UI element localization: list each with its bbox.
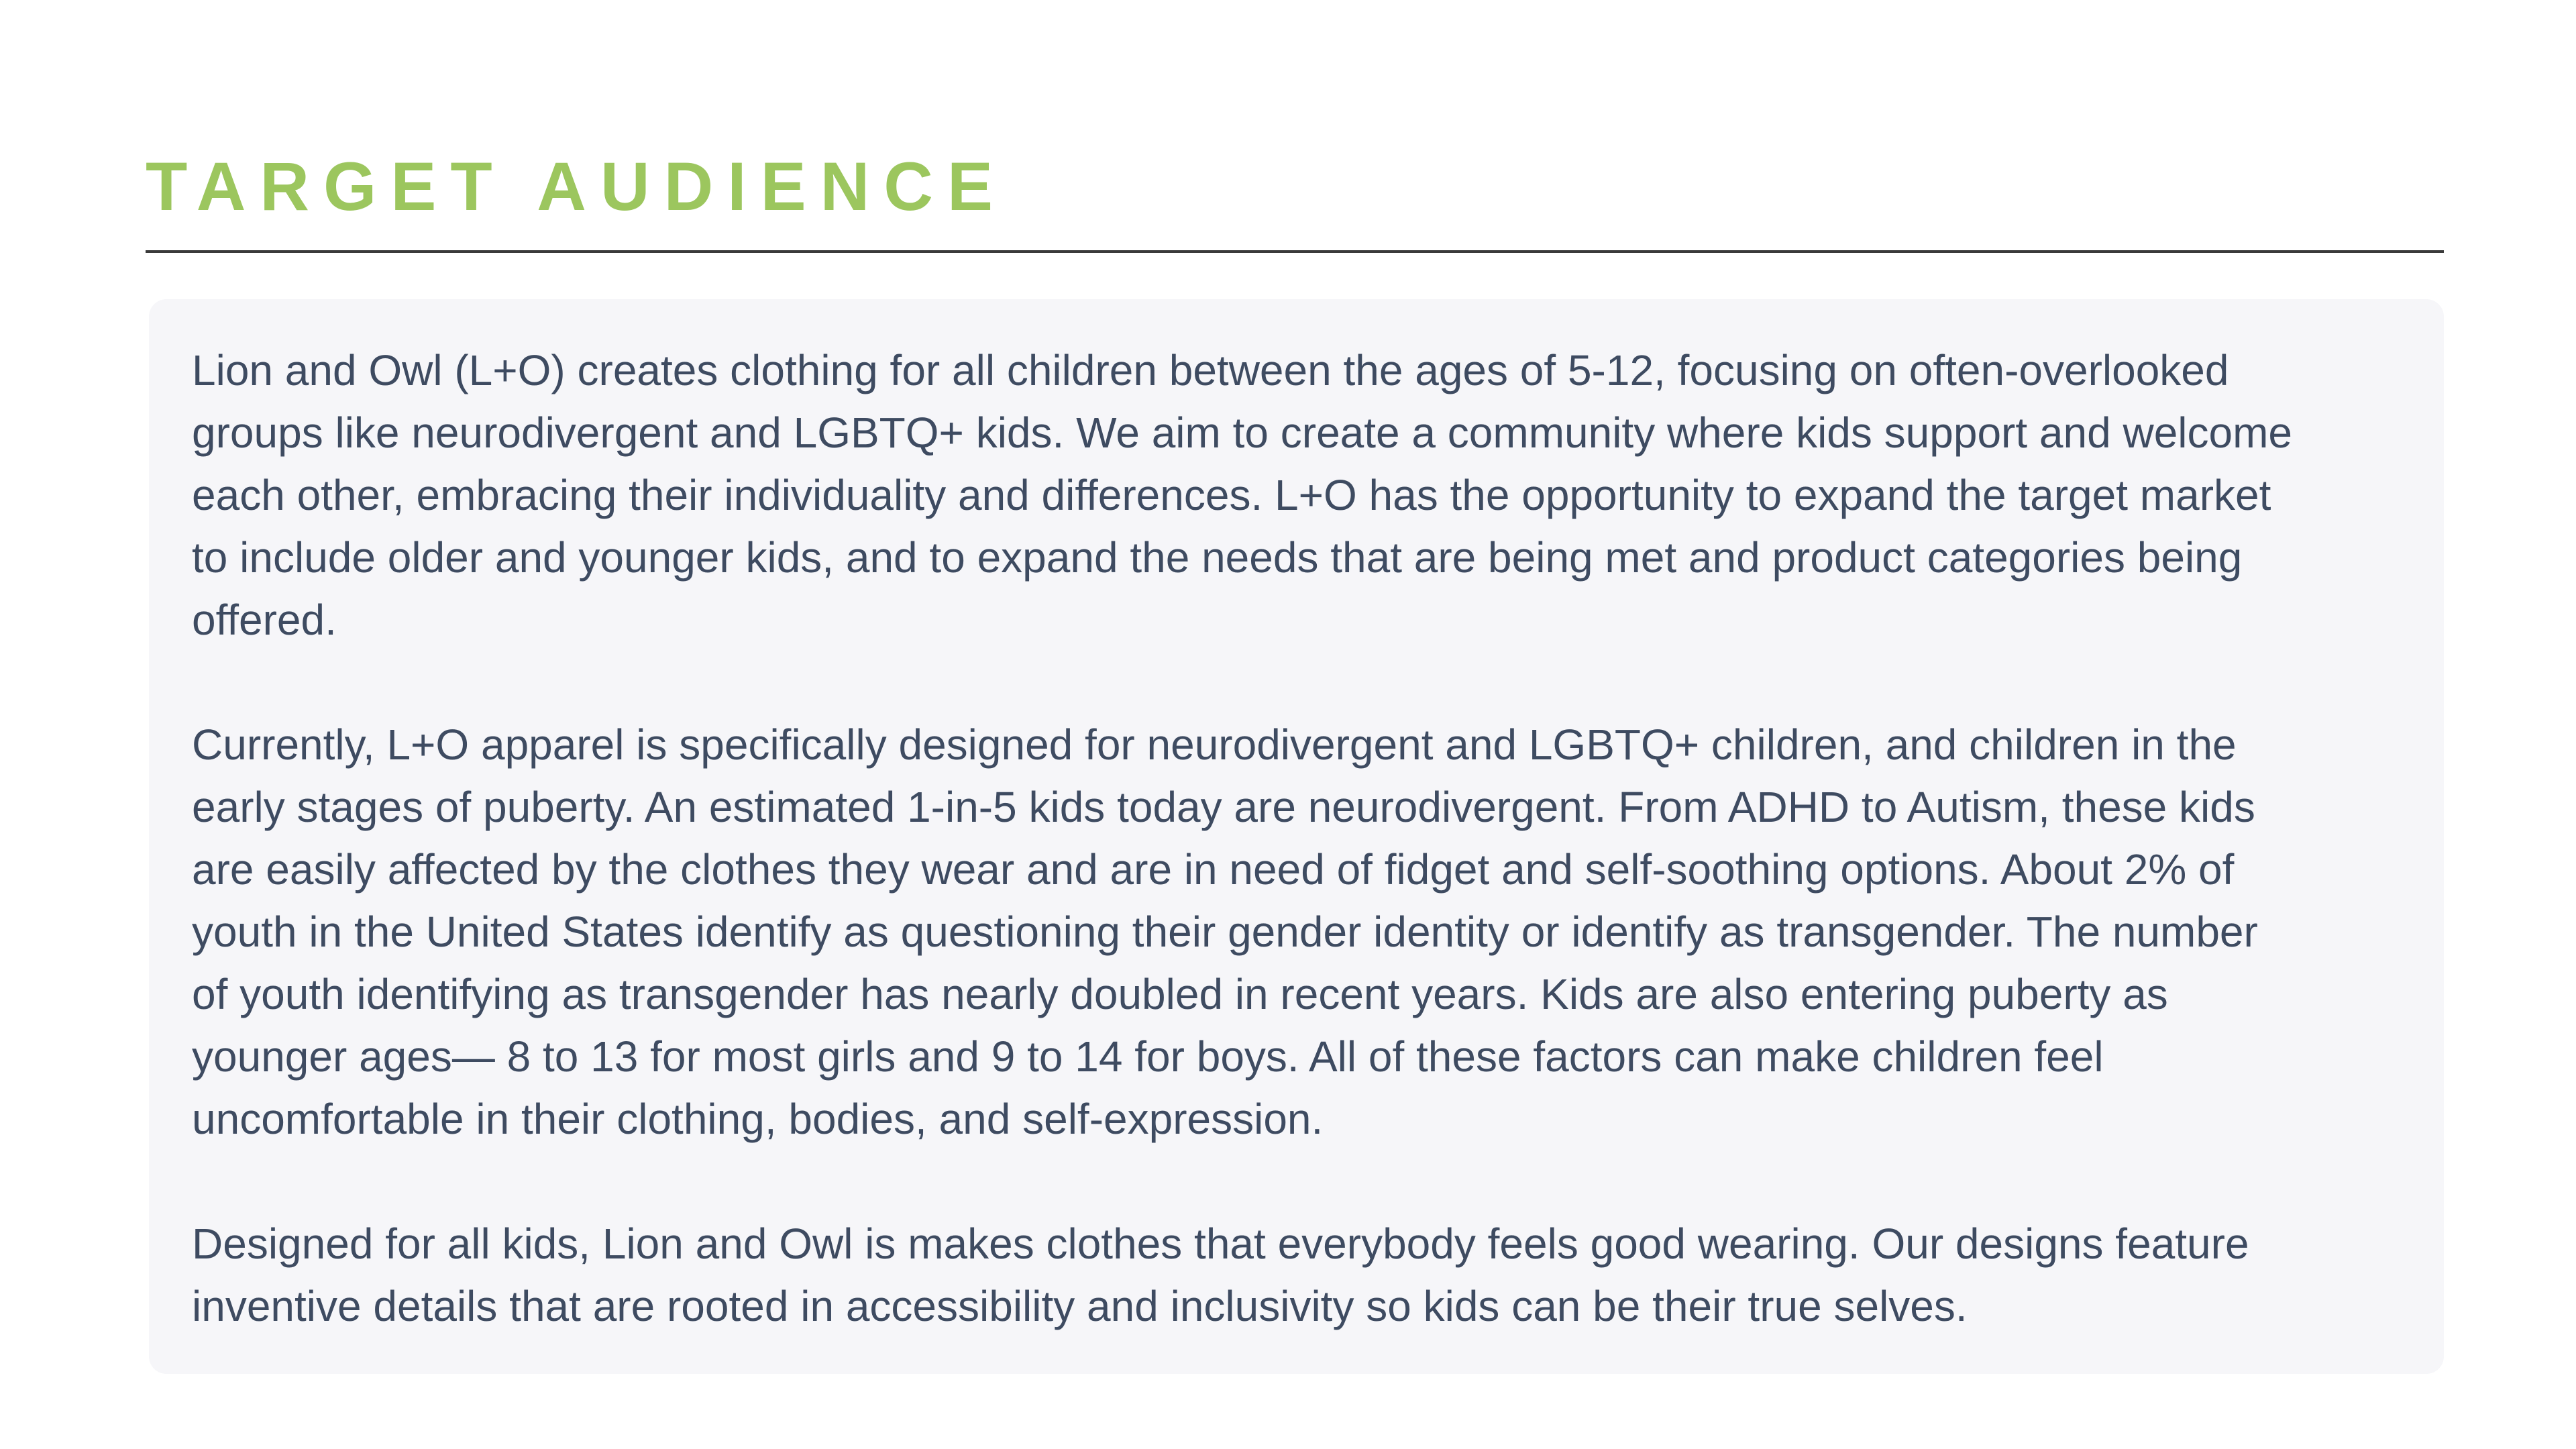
slide-title: TARGET AUDIENCE bbox=[146, 148, 1007, 225]
text-line: younger ages— 8 to 13 for most girls and 9 to 14 for boys. All of these factors can make children feel bbox=[192, 1032, 2104, 1081]
text-line: of youth identifying as transgender has nearly doubled in recent years. Kids are also entering puberty as bbox=[192, 970, 2168, 1018]
text-line: early stages of puberty. An estimated 1-in-5 kids today are neurodivergent. From ADHD to Autism, these kids bbox=[192, 783, 2255, 831]
text-line: to include older and younger kids, and to expand the needs that are being met and product categories being bbox=[192, 533, 2243, 582]
text-line: offered. bbox=[192, 596, 337, 644]
text-line: uncomfortable in their clothing, bodies, and self-expression. bbox=[192, 1095, 1324, 1143]
text-line: youth in the United States identify as questioning their gender identity or identify as transgender. The number bbox=[192, 908, 2258, 956]
text-line: Lion and Owl (L+O) creates clothing for all children between the ages of 5-12, focusing on often-overlooked bbox=[192, 346, 2229, 394]
body-text bbox=[192, 339, 2406, 1338]
text-line: groups like neurodivergent and LGBTQ+ kids. We aim to create a community where kids support and welcome bbox=[192, 409, 2292, 457]
text-line: each other, embracing their individuality and differences. L+O has the opportunity to expand the target market bbox=[192, 471, 2271, 519]
text-line: Currently, L+O apparel is specifically designed for neurodivergent and LGBTQ+ children, and children in the bbox=[192, 720, 2237, 769]
text-line: are easily affected by the clothes they wear and are in need of fidget and self-soothing options. About 2% of bbox=[192, 845, 2235, 894]
text-line: Designed for all kids, Lion and Owl is makes clothes that everybody feels good wearing. Our designs feature bbox=[192, 1220, 2249, 1268]
paragraph-overview bbox=[192, 339, 2406, 651]
text-line: inventive details that are rooted in accessibility and inclusivity so kids can be their true selves. bbox=[192, 1282, 1968, 1330]
title-divider bbox=[146, 250, 2444, 253]
paragraph-mission bbox=[192, 1213, 2406, 1338]
paragraph-current-audience bbox=[192, 714, 2406, 1150]
